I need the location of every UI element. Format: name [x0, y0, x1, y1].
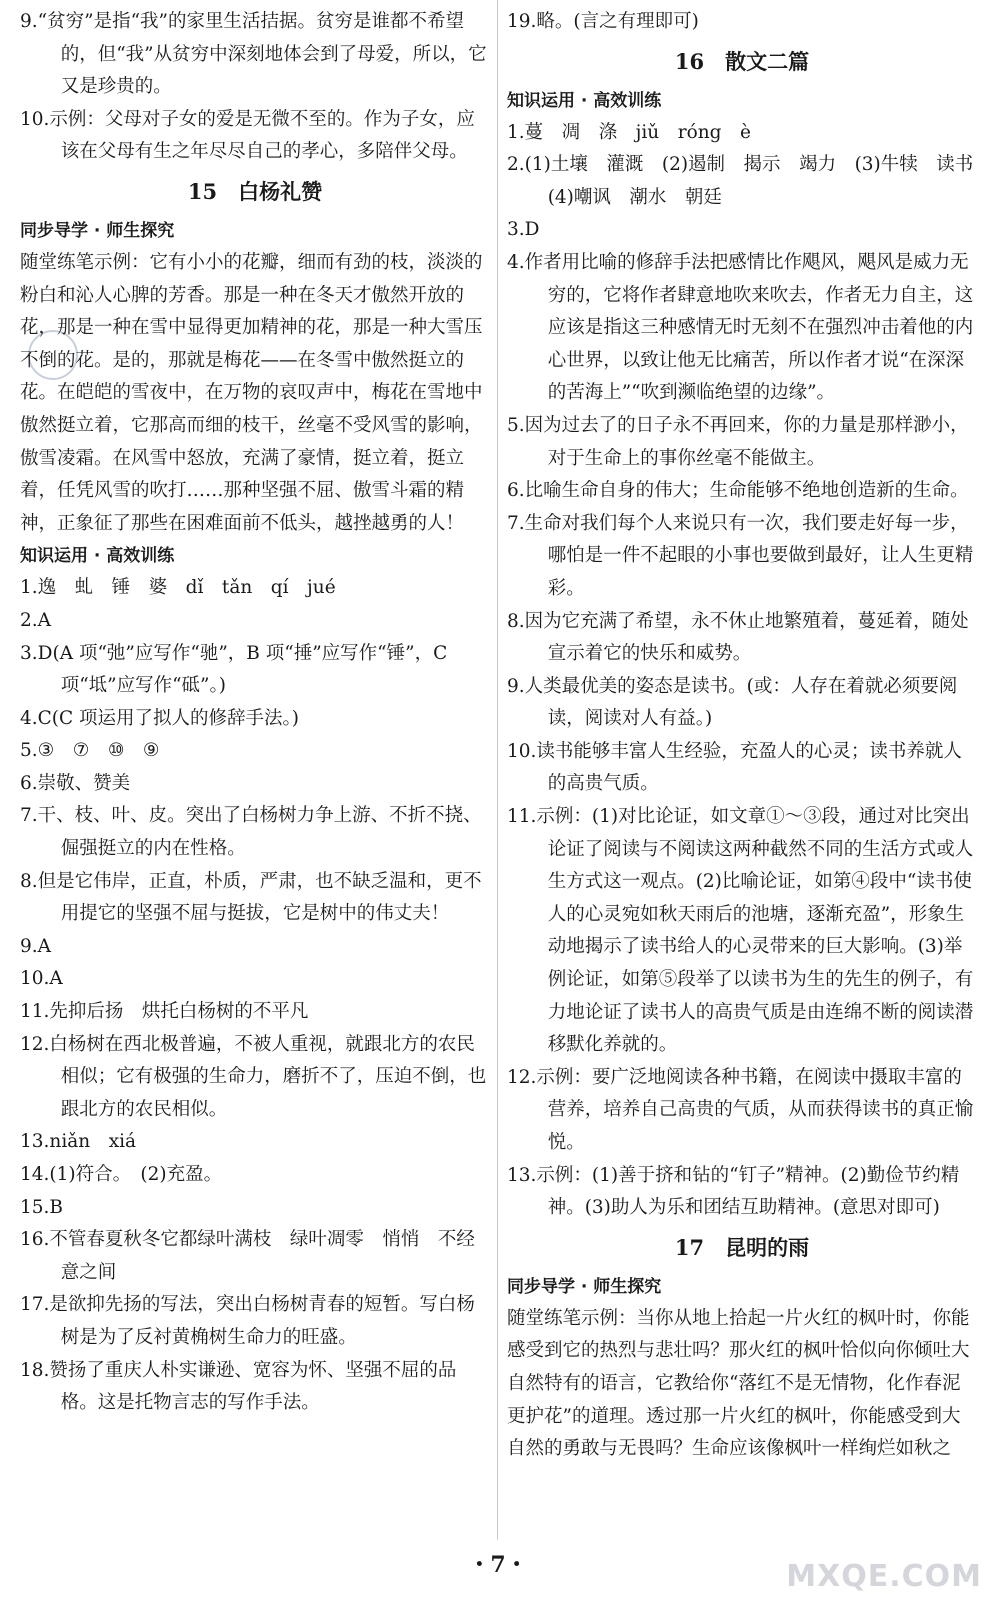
- right-column: [507, 6, 992, 1466]
- subsection-title: 同步导学 · 师生探究: [20, 220, 175, 241]
- answer-item: 19.略。(言之有理即可): [507, 11, 699, 32]
- answer-item: 5.因为过去了的日子永不再回来，你的力量是那样渺小，对于生命上的事你丝毫不能做主。: [507, 414, 969, 469]
- answer-item: 14.(1)符合。 (2)充盈。: [20, 1164, 223, 1185]
- answer-item: 13.niǎn xiá: [20, 1131, 137, 1153]
- column-divider: [497, 0, 498, 1540]
- section-title-16: 16 散文二篇: [674, 48, 810, 74]
- answer-item: 10.A: [20, 968, 63, 990]
- answer-item: 3.D(A 项“弛”应写作“驰”，B 项“捶”应写作“锤”，C 项“坻”应写作“砥”。): [20, 642, 454, 697]
- answer-item: 7.干、枝、叶、皮。突出了白杨树力争上游、不折不挠、倔强挺立的内在性格。: [20, 805, 482, 860]
- answer-item: 9.“贫穷”是指“我”的家里生活拮据。贫穷是谁都不希望的，但“我”从贫穷中深刻地体会到了母爱，所以，它又是珍贵的。: [20, 11, 487, 98]
- essay-sample: 随堂练笔示例：当你从地上拾起一片火红的枫叶时，你能感受到它的热烈与悲壮吗？那火红的枫叶恰似向你倾吐大自然特有的语言，它教给你“落红不是无情物，化作春泥更护花”的道理。透过那一片火红的枫叶，你能感受到大自然的勇敢与无畏吗？生命应该像枫叶一样绚烂如秋之: [507, 1307, 970, 1460]
- answer-item: 6.崇敬、赞美: [20, 772, 131, 794]
- answer-item: 1.蔓 凋 涤 jiǔ róng è: [507, 121, 751, 143]
- answer-item: 10.示例：父母对子女的爱是无微不至的。作为子女，应该在父母有生之年尽尽自己的孝心，多陪伴父母。: [20, 108, 475, 163]
- essay-sample: 随堂练笔示例：它有小小的花瓣，细而有劲的枝，淡淡的粉白和沁人心脾的芳香。那是一种在冬天才傲然开放的花，那是一种在雪中显得更加精神的花，那是一种大雪压不倒的花。是的，那就是梅花——在冬雪中傲然挺立的花。在皑皑的雪夜中，在万物的哀叹声中，梅花在雪地中傲然挺立着，它那高而细的枝干，丝毫不受风雪的影响，傲雪凌霜。在风雪中怒放，充满了豪情，挺立着，挺立着，任凭风雪的吹打……那种坚强不屈、傲雪斗霜的精神，正象征了那些在困难面前不低头，越挫越勇的人！: [20, 251, 483, 534]
- left-column: [20, 6, 490, 1420]
- watermark: MXQE.COM: [786, 1559, 982, 1594]
- answer-item: 2.(1)土壤 灌溉 (2)遏制 揭示 竭力 (3)牛犊 读书 (4)嘲讽 潮水 朝廷: [507, 154, 992, 208]
- answer-item: 8.但是它伟岸，正直，朴质，严肃，也不缺乏温和，更不用提它的坚强不屈与挺拔，它是树中的伟丈夫！: [20, 870, 482, 925]
- answer-item: 10.读书能够丰富人生经验，充盈人的心灵；读书养就人的高贵气质。: [507, 740, 962, 795]
- answer-item: 8.因为它充满了希望，永不休止地繁殖着，蔓延着，随处宣示着它的快乐和威势。: [507, 610, 969, 665]
- answer-item: 4.作者用比喻的修辞手法把感情比作飓风，飓风是威力无穷的，它将作者肆意地吹来吹去，作者无力自主，这应该是指这三种感情无时无刻不在强烈冲击着他的内心世界，以致让他无比痛苦，所以作者才说“在深深的苦海上”“吹到濒临绝望的边缘”。: [507, 251, 974, 404]
- subsection-title: 知识运用 · 高效训练: [20, 546, 175, 567]
- answer-item: 15.B: [20, 1196, 64, 1218]
- answer-item: 2.A: [20, 609, 52, 631]
- answer-item: 12.白杨树在西北极普遍，不被人重视，就跟北方的农民相似；它有极强的生命力，磨折不了，压迫不倒，也跟北方的农民相似。: [20, 1033, 487, 1120]
- section-title-15: 15 白杨礼赞: [187, 178, 323, 204]
- answer-item: 7.生命对我们每个人来说只有一次，我们要走好每一步，哪怕是一件不起眼的小事也要做到最好，让人生更精彩。: [507, 512, 974, 599]
- answer-item: 16.不管春夏秋冬它都绿叶满枝 绿叶凋零 悄悄 不经意之间: [20, 1229, 475, 1283]
- answer-item: 18.赞扬了重庆人朴实谦逊、宽容为怀、坚强不屈的品格。这是托物言志的写作手法。: [20, 1359, 457, 1414]
- answer-item: 9.人类最优美的姿态是读书。(或：人存在着就必须要阅读，阅读对人有益。): [507, 675, 958, 730]
- page-number: ・7・: [468, 1552, 528, 1578]
- answer-item: 13.示例：(1)善于挤和钻的“钉子”精神。(2)勤俭节约精神。(3)助人为乐和团结互助精神。(意思对即可): [507, 1164, 960, 1219]
- subsection-title: 同步导学 · 师生探究: [507, 1276, 662, 1297]
- answer-item: 1.逸 虬 锤 婆 dǐ tǎn qí jué: [20, 577, 336, 599]
- answer-item: 9.A: [20, 935, 52, 957]
- answer-item: 11.示例：(1)对比论证，如文章①～③段，通过对比突出论证了阅读与不阅读这两种截然不同的生活方式或人生方式这一观点。(2)比喻论证，如第④段中“读书使人的心灵宛如秋天雨后的池塘，逐渐充盈”，形象生动地揭示了读书给人的心灵带来的巨大影响。(3)举例论证，如第⑤段举了以读书为生的先生的例子，有力地论证了读书人的高贵气质是由连绵不断的阅读潜移默化养就的。: [507, 806, 974, 1056]
- subsection-title: 知识运用 · 高效训练: [507, 90, 662, 111]
- answer-item: 11.先抑后扬 烘托白杨树的不平凡: [20, 1001, 309, 1023]
- answer-item: 4.C(C 项运用了拟人的修辞手法。): [20, 707, 300, 729]
- answer-item: 6.比喻生命自身的伟大；生命能够不绝地创造新的生命。: [507, 480, 969, 502]
- answer-item: 17.是欲抑先扬的写法，突出白杨树青春的短暂。写白杨树是为了反衬黄桷树生命力的旺盛。: [20, 1294, 475, 1348]
- answer-item: 3.D: [507, 219, 540, 241]
- answer-item: 5.③ ⑦ ⑩ ⑨: [20, 740, 160, 762]
- answer-item: 12.示例：要广泛地阅读各种书籍，在阅读中摄取丰富的营养，培养自己高贵的气质，从而获得读书的真正愉悦。: [507, 1066, 974, 1153]
- section-title-17: 17 昆明的雨: [674, 1234, 810, 1260]
